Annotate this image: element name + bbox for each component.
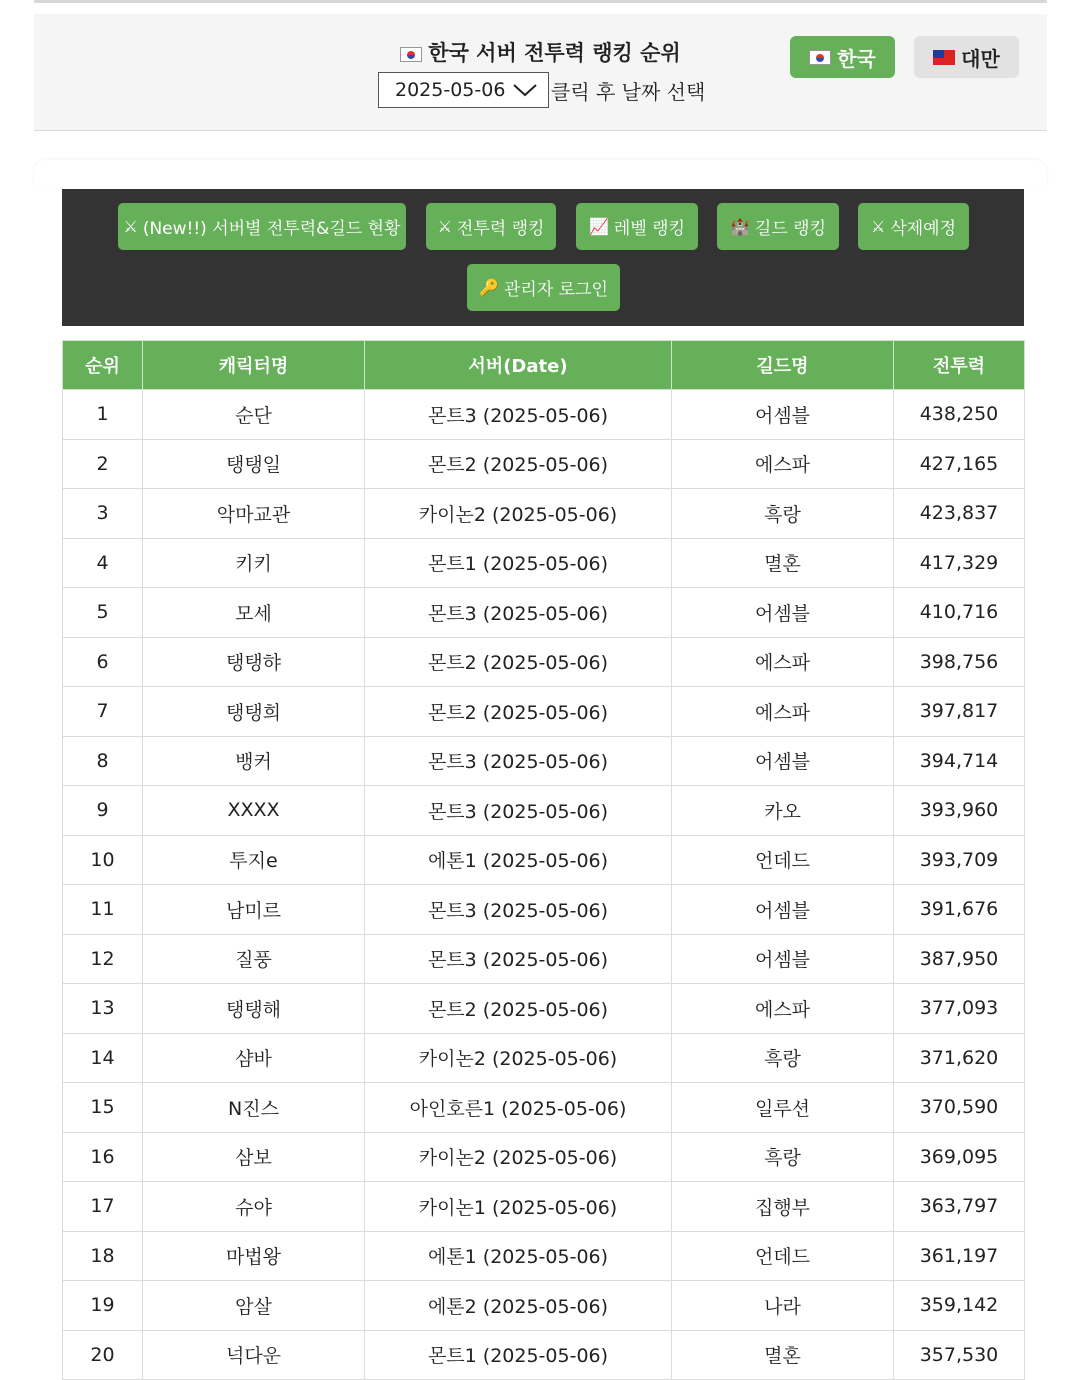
server-cell: 카이논1 (2025-05-06) <box>365 1182 672 1232</box>
page-title-text: 한국 서버 전투력 랭킹 순위 <box>428 41 681 65</box>
power-cell: 361,197 <box>894 1231 1025 1281</box>
guild-cell: 어셈블 <box>672 885 894 935</box>
table-row <box>63 637 1025 687</box>
character-name-cell: 투지e <box>143 835 365 885</box>
character-name-cell: 탱탱햐 <box>143 637 365 687</box>
guild-cell: 흑랑 <box>672 1033 894 1083</box>
server-cell: 몬트3 (2025-05-06) <box>365 390 672 440</box>
korea-flag-icon <box>809 50 831 65</box>
rank-cell: 17 <box>63 1182 143 1232</box>
server-cell: 몬트2 (2025-05-06) <box>365 439 672 489</box>
taiwan-flag-icon <box>933 50 955 65</box>
power-cell: 371,620 <box>894 1033 1025 1083</box>
table-row <box>63 1281 1025 1331</box>
server-cell: 몬트2 (2025-05-06) <box>365 637 672 687</box>
character-name-cell: N진스 <box>143 1083 365 1133</box>
date-select-value: 2025-05-06 <box>395 79 506 101</box>
nav-server-overview-label: (New!!) 서버별 전투력&길드 현황 <box>142 219 401 239</box>
nav-guild-ranking-button[interactable] <box>717 203 839 250</box>
admin-login-button[interactable] <box>467 264 620 311</box>
guild-cell: 멸혼 <box>672 1330 894 1380</box>
table-row <box>63 934 1025 984</box>
server-cell: 아인호른1 (2025-05-06) <box>365 1083 672 1133</box>
swords-icon: ⚔ <box>437 217 452 236</box>
guild-cell: 일루션 <box>672 1083 894 1133</box>
server-cell: 몬트3 (2025-05-06) <box>365 885 672 935</box>
table-body <box>63 390 1025 1380</box>
table-row <box>63 736 1025 786</box>
server-cell: 몬트1 (2025-05-06) <box>365 1330 672 1380</box>
column-header-guild[interactable]: 길드명 <box>672 341 894 390</box>
server-cell: 몬트2 (2025-05-06) <box>365 687 672 737</box>
server-cell: 몬트3 (2025-05-06) <box>365 786 672 836</box>
rank-cell: 9 <box>63 786 143 836</box>
server-cell: 에톤1 (2025-05-06) <box>365 1231 672 1281</box>
date-select[interactable] <box>378 72 549 108</box>
character-name-cell: 삼보 <box>143 1132 365 1182</box>
server-cell: 몬트3 (2025-05-06) <box>365 588 672 638</box>
language-taiwan-button[interactable] <box>914 36 1019 78</box>
guild-cell: 에스파 <box>672 637 894 687</box>
column-header-server[interactable]: 서버(Date) <box>365 341 672 390</box>
swords-icon: ⚔ <box>870 217 886 236</box>
guild-cell: 어셈블 <box>672 390 894 440</box>
rank-cell: 16 <box>63 1132 143 1182</box>
guild-cell: 흑랑 <box>672 1132 894 1182</box>
power-cell: 410,716 <box>894 588 1025 638</box>
admin-login-label: 관리자 로그인 <box>503 280 608 300</box>
rank-cell: 5 <box>63 588 143 638</box>
top-divider <box>34 0 1047 3</box>
guild-cell: 에스파 <box>672 439 894 489</box>
server-cell: 카이논2 (2025-05-06) <box>365 1132 672 1182</box>
power-cell: 369,095 <box>894 1132 1025 1182</box>
language-korea-button[interactable] <box>790 36 895 78</box>
guild-cell: 어셈블 <box>672 588 894 638</box>
rank-cell: 7 <box>63 687 143 737</box>
character-name-cell: 탱탱해 <box>143 984 365 1034</box>
rank-cell: 14 <box>63 1033 143 1083</box>
guild-cell: 에스파 <box>672 687 894 737</box>
table-row <box>63 1182 1025 1232</box>
date-hint: 클릭 후 날짜 선택 <box>551 79 706 104</box>
table-row <box>63 588 1025 638</box>
character-name-cell: 마법왕 <box>143 1231 365 1281</box>
language-korea-label: 한국 <box>837 46 876 71</box>
table-header-row <box>63 341 1025 390</box>
character-name-cell: 샴바 <box>143 1033 365 1083</box>
guild-cell: 나라 <box>672 1281 894 1331</box>
nav-scheduled-deletion-button[interactable] <box>858 203 969 250</box>
column-header-character[interactable]: 캐릭터명 <box>143 341 365 390</box>
key-icon: 🔑 <box>479 278 499 297</box>
power-cell: 438,250 <box>894 390 1025 440</box>
rank-cell: 18 <box>63 1231 143 1281</box>
power-cell: 417,329 <box>894 538 1025 588</box>
chart-up-icon: 📈 <box>588 217 609 236</box>
server-cell: 몬트3 (2025-05-06) <box>365 934 672 984</box>
character-name-cell: 질풍 <box>143 934 365 984</box>
rank-cell: 13 <box>63 984 143 1034</box>
rank-cell: 19 <box>63 1281 143 1331</box>
nav-level-ranking-label: 레벨 랭킹 <box>613 219 685 239</box>
rank-cell: 10 <box>63 835 143 885</box>
nav-guild-ranking-label: 길드 랭킹 <box>754 219 826 239</box>
character-name-cell: 탱탱일 <box>143 439 365 489</box>
table-row <box>63 1330 1025 1380</box>
rank-cell: 12 <box>63 934 143 984</box>
guild-cell: 언데드 <box>672 1231 894 1281</box>
server-cell: 몬트1 (2025-05-06) <box>365 538 672 588</box>
character-name-cell: 넉다운 <box>143 1330 365 1380</box>
power-cell: 363,797 <box>894 1182 1025 1232</box>
nav-power-ranking-label: 전투력 랭킹 <box>456 219 545 239</box>
guild-cell: 집행부 <box>672 1182 894 1232</box>
nav-server-overview-button[interactable] <box>118 203 406 250</box>
nav-power-ranking-button[interactable] <box>426 203 556 250</box>
table-row <box>63 390 1025 440</box>
guild-cell: 에스파 <box>672 984 894 1034</box>
character-name-cell: 암살 <box>143 1281 365 1331</box>
guild-cell: 어셈블 <box>672 934 894 984</box>
table-row <box>63 439 1025 489</box>
chevron-down-icon <box>512 82 538 98</box>
table-row <box>63 885 1025 935</box>
guild-cell: 어셈블 <box>672 736 894 786</box>
rank-cell: 20 <box>63 1330 143 1380</box>
server-cell: 카이논2 (2025-05-06) <box>365 1033 672 1083</box>
power-cell: 427,165 <box>894 439 1025 489</box>
power-cell: 397,817 <box>894 687 1025 737</box>
character-name-cell: 모세 <box>143 588 365 638</box>
server-cell: 카이논2 (2025-05-06) <box>365 489 672 539</box>
power-cell: 423,837 <box>894 489 1025 539</box>
date-row <box>378 72 705 108</box>
power-cell: 393,960 <box>894 786 1025 836</box>
power-cell: 394,714 <box>894 736 1025 786</box>
table-row <box>63 687 1025 737</box>
korea-flag-icon <box>400 47 422 62</box>
rank-cell: 11 <box>63 885 143 935</box>
power-cell: 387,950 <box>894 934 1025 984</box>
guild-cell: 카오 <box>672 786 894 836</box>
rank-cell: 3 <box>63 489 143 539</box>
swords-icon: ⚔ <box>123 217 138 236</box>
character-name-cell: XXXX <box>143 786 365 836</box>
server-cell: 에톤1 (2025-05-06) <box>365 835 672 885</box>
server-cell: 에톤2 (2025-05-06) <box>365 1281 672 1331</box>
character-name-cell: 순단 <box>143 390 365 440</box>
power-cell: 377,093 <box>894 984 1025 1034</box>
table-row <box>63 984 1025 1034</box>
table-row <box>63 1083 1025 1133</box>
guild-cell: 언데드 <box>672 835 894 885</box>
nav-scheduled-deletion-label: 삭제예정 <box>890 219 957 239</box>
power-cell: 359,142 <box>894 1281 1025 1331</box>
table-row <box>63 538 1025 588</box>
page-title <box>34 37 1047 67</box>
power-cell: 398,756 <box>894 637 1025 687</box>
rank-cell: 4 <box>63 538 143 588</box>
power-cell: 357,530 <box>894 1330 1025 1380</box>
server-cell: 몬트3 (2025-05-06) <box>365 736 672 786</box>
server-cell: 몬트2 (2025-05-06) <box>365 984 672 1034</box>
rank-cell: 8 <box>63 736 143 786</box>
table-row <box>63 1033 1025 1083</box>
rank-cell: 2 <box>63 439 143 489</box>
column-header-rank[interactable]: 순위 <box>63 341 143 390</box>
power-cell: 370,590 <box>894 1083 1025 1133</box>
page-header <box>34 14 1047 131</box>
table-row <box>63 835 1025 885</box>
character-name-cell: 악마교관 <box>143 489 365 539</box>
language-taiwan-label: 대만 <box>961 46 1000 71</box>
rank-cell: 1 <box>63 390 143 440</box>
table-row <box>63 1231 1025 1281</box>
character-name-cell: 탱탱희 <box>143 687 365 737</box>
rank-cell: 6 <box>63 637 143 687</box>
character-name-cell: 뱅커 <box>143 736 365 786</box>
table-row <box>63 1132 1025 1182</box>
castle-icon: 🏰 <box>729 217 750 236</box>
table-row <box>63 786 1025 836</box>
column-header-power[interactable]: 전투력 <box>894 341 1025 390</box>
ranking-table <box>62 340 1025 1380</box>
nav-bar <box>62 189 1024 326</box>
guild-cell: 멸혼 <box>672 538 894 588</box>
content-panel <box>34 160 1047 190</box>
nav-level-ranking-button[interactable] <box>576 203 698 250</box>
character-name-cell: 남미르 <box>143 885 365 935</box>
power-cell: 391,676 <box>894 885 1025 935</box>
table-row <box>63 489 1025 539</box>
guild-cell: 흑랑 <box>672 489 894 539</box>
character-name-cell: 키키 <box>143 538 365 588</box>
power-cell: 393,709 <box>894 835 1025 885</box>
character-name-cell: 슈야 <box>143 1182 365 1232</box>
rank-cell: 15 <box>63 1083 143 1133</box>
